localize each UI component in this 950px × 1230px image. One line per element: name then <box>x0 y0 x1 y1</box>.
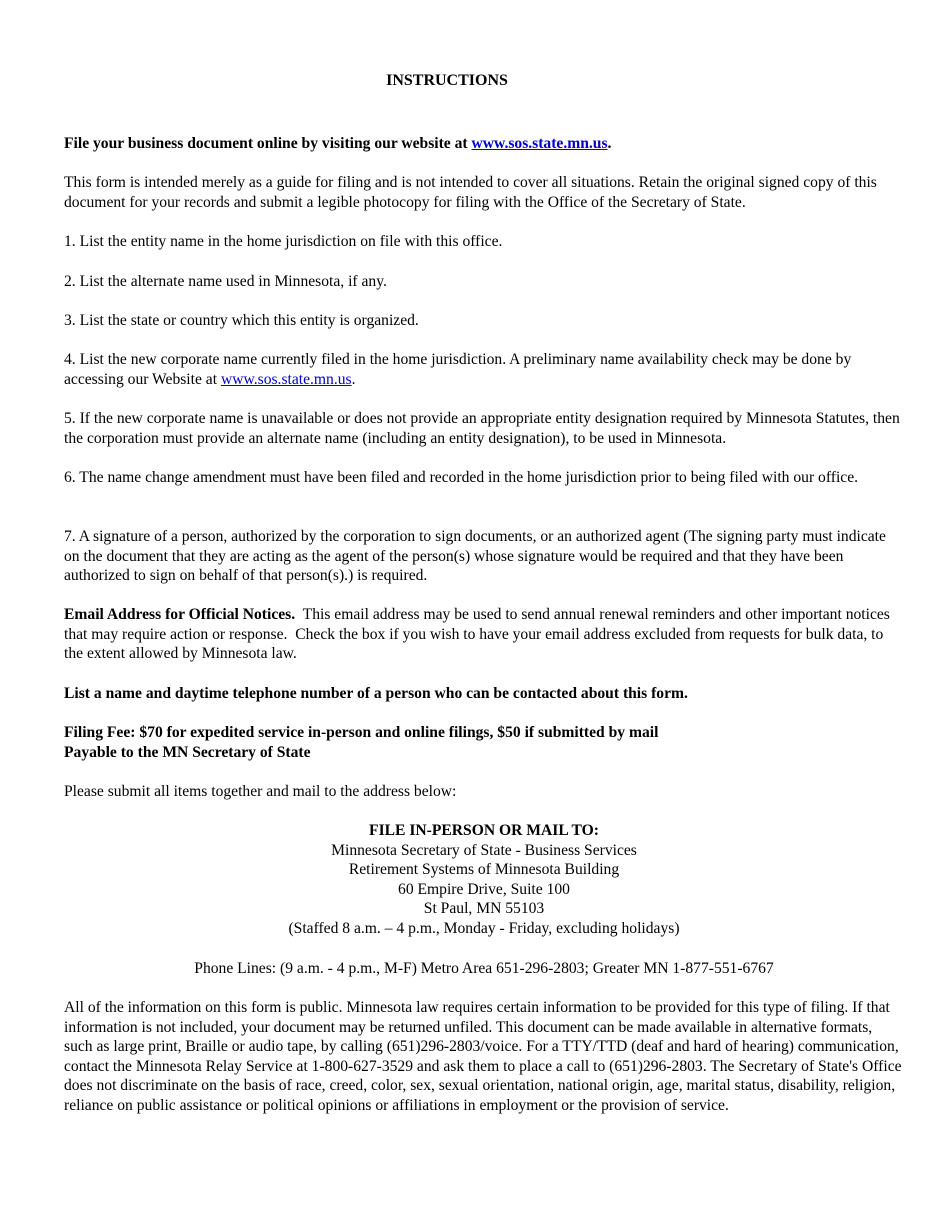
instruction-item-1: 1. List the entity name in the home jurisdiction on file with this office. <box>64 233 503 250</box>
email-notice-label: Email Address for Official Notices. <box>64 606 296 623</box>
instruction-item-2: 2. List the alternate name used in Minnesota, if any. <box>64 273 387 290</box>
address-line: St Paul, MN 55103 <box>423 900 545 918</box>
address-line: 60 Empire Drive, Suite 100 <box>398 880 570 898</box>
website-link-2[interactable]: www.sos.state.mn.us <box>220 370 352 388</box>
email-notice <box>64 605 904 664</box>
phone-lines: Phone Lines: (9 a.m. - 4 p.m., M-F) Metro Area 651-296-2803; Greater MN 1-877-551-6767 <box>194 960 774 977</box>
submit-note: Please submit all items together and mail to the address below: <box>64 783 457 800</box>
mailing-address <box>64 821 904 939</box>
address-line: Retirement Systems of Minnesota Building <box>348 861 620 879</box>
address-heading: FILE IN-PERSON OR MAIL TO: <box>369 822 599 839</box>
public-information-notice: All of the information on this form is public. Minnesota law requires certain information to be provided for this type of filing. If that information is not included, your document may be returned unfiled. This document can be made available in alternative formats, such as large print, Braille or audio tape, by calling (651)296-2803/voice. For a TTY/TTD (deaf and hard of hearing) communication, contact the Minnesota Relay Service at 1-800-627-3529 and ask them to place a call to (651)296-2803. The Secretary of State's Office does not discriminate on the basis of race, creed, color, sex, sexual orientation, national origin, age, marital status, disability, religion, reliance on public assistance or political opinions or affiliations in employment or the provision of service. <box>64 999 902 1114</box>
page-title: INSTRUCTIONS <box>386 72 508 89</box>
instruction-item-6: 6. The name change amendment must have been filed and recorded in the home jurisdiction prior to being filed with our office. <box>64 469 859 486</box>
office-hours: (Staffed 8 a.m. – 4 p.m., Monday - Friday, excluding holidays) <box>288 919 680 937</box>
instruction-item-5: 5. If the new corporate name is unavailable or does not provide an appropriate entity designation required by Minnesota Statutes, then the corporation must provide an alternate name (including an entity designation), to be used in Minnesota. <box>64 410 900 447</box>
email-notice-text: This email address may be used to send annual renewal reminders and other important notices that may require action or response. Check the box if you wish to have your email address excluded from requests for bulk data, to the extent allowed by Minnesota law. <box>64 606 894 663</box>
intro-paragraph: This form is intended merely as a guide for filing and is not intended to cover all situations. Retain the original signed copy of this document for your records and submit a legible photocopy for filing with the Office of the Secretary of State. <box>64 174 877 211</box>
online-filing-text: File your business document online by visiting our website at <box>64 135 472 152</box>
instruction-item-3: 3. List the state or country which this entity is organized. <box>64 312 419 329</box>
contact-note: List a name and daytime telephone number of a person who can be contacted about this form. <box>64 685 688 702</box>
payable-line: Payable to the MN Secretary of State <box>64 743 311 761</box>
filing-fee-line: Filing Fee: $70 for expedited service in-person and online filings, $50 if submitted by mail <box>64 724 659 741</box>
filing-fee <box>64 723 904 762</box>
address-line: Minnesota Secretary of State - Business Services <box>331 841 637 859</box>
online-filing-note: File your business document online by visiting our website at www.sos.state.mn.us. <box>64 135 612 152</box>
website-link[interactable]: www.sos.state.mn.us <box>471 135 608 152</box>
instruction-item-4: 4. List the new corporate name currently filed in the home jurisdiction. A preliminary name availability check may be done by accessing our Website at www.sos.state.mn.us. <box>64 351 852 388</box>
instruction-item-7: 7. A signature of a person, authorized by the corporation to sign documents, or an authorized agent (The signing party must indicate on the document that they are acting as the agent of the person(s) whose signature would be required and that they have been authorized to sign on behalf of that person(s).) is required. <box>64 528 886 585</box>
